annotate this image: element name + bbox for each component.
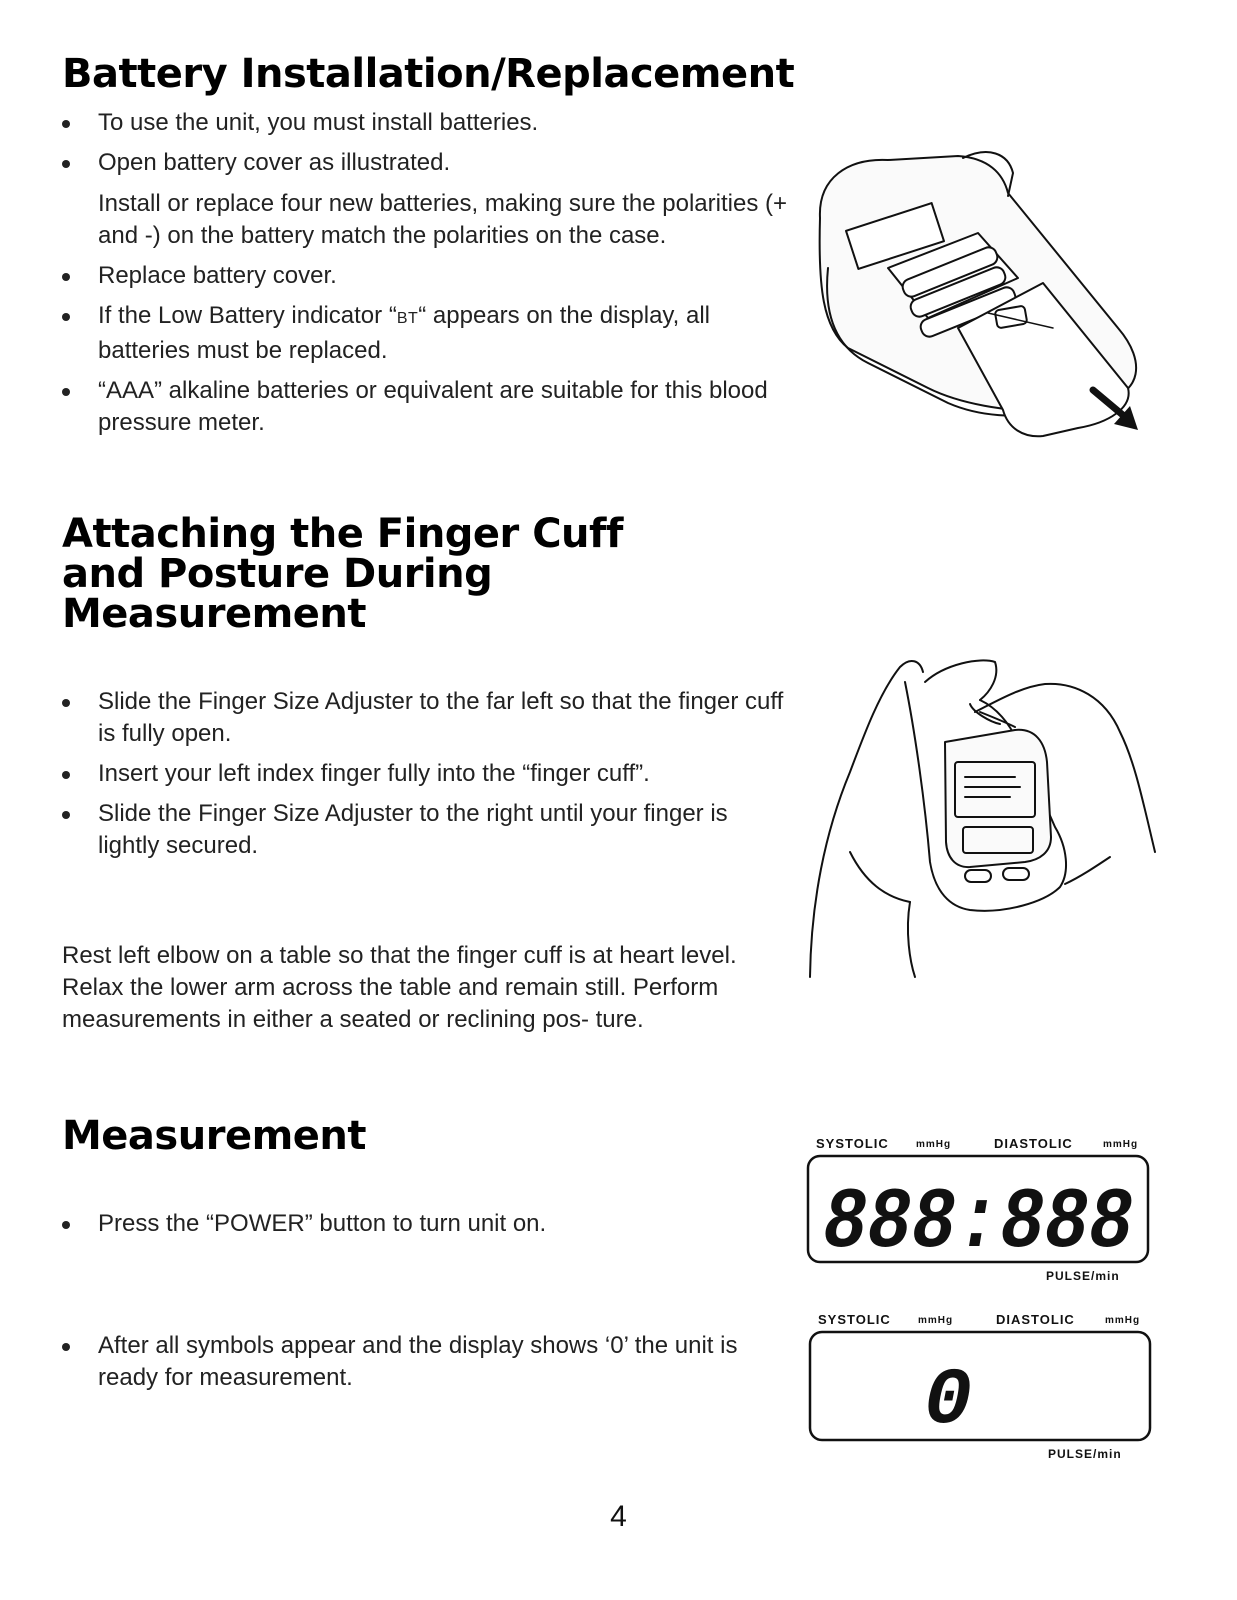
- mmhg-label: mmHg: [1105, 1315, 1141, 1326]
- bullet-icon: [62, 1343, 70, 1351]
- diastolic-label: DIASTOLIC: [996, 1312, 1075, 1327]
- measurement-section-title: Measurement: [62, 1113, 366, 1159]
- systolic-label: SYSTOLIC: [818, 1312, 891, 1327]
- list-item: Press the “POWER” button to turn unit on.: [62, 1208, 752, 1240]
- cuff-section-title: Attaching the Finger Cuff and Posture During Measurement: [62, 511, 623, 637]
- list-item: To use the unit, you must install batteries.: [62, 107, 792, 139]
- hand-holding-device-illustration: [805, 652, 1160, 982]
- list-item: If the Low Battery indicator “BT“ appears on the display, all batteries must be replaced.: [62, 300, 792, 367]
- bullet-icon: [62, 771, 70, 779]
- lcd-readout: 888:888: [823, 1174, 1133, 1272]
- mmhg-label: mmHg: [1103, 1139, 1139, 1150]
- battery-compartment-illustration: [808, 148, 1148, 448]
- bullet-icon: [62, 811, 70, 819]
- measurement-bullet-list-2: [62, 1330, 752, 1394]
- mmhg-label: mmHg: [918, 1315, 954, 1326]
- battery-bullet-list: [62, 107, 792, 439]
- systolic-label: SYSTOLIC: [816, 1136, 889, 1151]
- bullet-icon: [62, 388, 70, 396]
- bullet-icon: [62, 699, 70, 707]
- lcd-frame: [810, 1332, 1150, 1440]
- diastolic-label: DIASTOLIC: [994, 1136, 1073, 1151]
- bullet-icon: [62, 273, 70, 281]
- bullet-icon: [62, 160, 70, 168]
- bullet-icon: [62, 120, 70, 128]
- lcd-display-all-segments: [806, 1130, 1151, 1282]
- mmhg-label: mmHg: [916, 1139, 952, 1150]
- low-battery-code: BT: [396, 310, 419, 327]
- bullet-icon: [62, 313, 70, 321]
- bullet-icon: [62, 1221, 70, 1229]
- list-item: Open battery cover as illustrated. Install or replace four new batteries, making sure the polarities (+ and -) on the battery match the polarities on the case.: [62, 147, 792, 252]
- list-item: Replace battery cover.: [62, 260, 792, 292]
- list-item: After all symbols appear and the display shows ‘0’ the unit is ready for measurement.: [62, 1330, 752, 1394]
- lcd-display-zero: [808, 1306, 1153, 1462]
- posture-paragraph: Rest left elbow on a table so that the finger cuff is at heart level. Relax the lower arm across the table and remain still. Perform measurements in either a seated or reclining pos- ture.: [62, 942, 737, 1033]
- pulse-label: PULSE/min: [1048, 1447, 1122, 1461]
- list-item: Slide the Finger Size Adjuster to the right until your finger is lightly secured.: [62, 798, 792, 862]
- battery-section-title: Battery Installation/Replacement: [62, 51, 795, 97]
- cuff-bullet-list: [62, 686, 792, 862]
- lcd-readout: 0: [923, 1356, 973, 1447]
- measurement-bullet-list-1: [62, 1208, 752, 1240]
- page-number: 4: [610, 1500, 627, 1533]
- list-item: Insert your left index finger fully into the “finger cuff”.: [62, 758, 792, 790]
- list-item: “AAA” alkaline batteries or equivalent are suitable for this blood pressure meter.: [62, 375, 792, 439]
- pulse-label: PULSE/min: [1046, 1269, 1120, 1282]
- install-instructions: Install or replace four new batteries, making sure the polarities (+ and -) on the battery match the polarities on the case.: [98, 190, 788, 249]
- list-item: Slide the Finger Size Adjuster to the far left so that the finger cuff is fully open.: [62, 686, 792, 750]
